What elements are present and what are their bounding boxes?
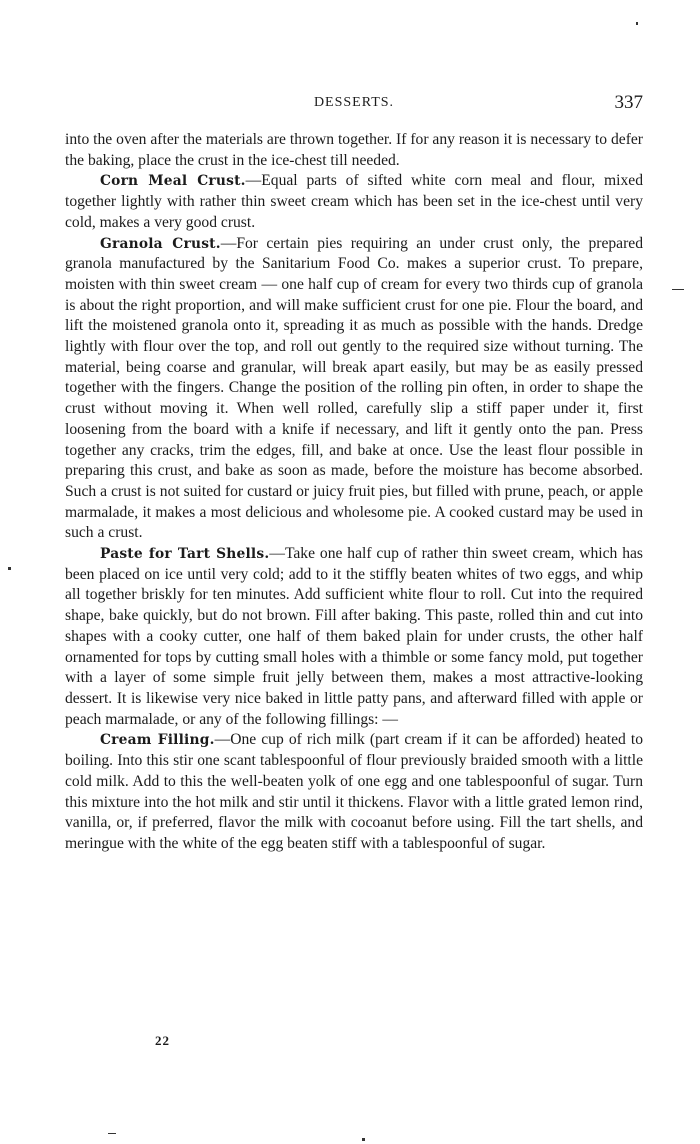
scan-speck — [8, 567, 11, 570]
run-in-heading: Granola Crust. — [100, 235, 221, 252]
page-number: 337 — [614, 92, 643, 113]
scan-speck — [672, 289, 684, 290]
paragraph-text: —Equal parts of sifted white corn meal and flour, mixed together lightly with rather thin sweet cream which has been set in the ice-chest until very cold, makes a very good crust. — [65, 172, 644, 231]
paragraph-text: —For certain pies requiring an under crust only, the prepared granola manufactured by the Sanitarium Food Co. makes a superior crust. To prepare, moisten with thin sweet cream — one half cup of cream for every two thirds cup of granola is about the right proportion, and will make sufficient crust for one pie. Flour the board, and lift the moistened granola onto it, spreading it as much as possible with the hands. Dredge lightly with flour over the top, and roll out gently to the required size without turning. The material, being coarse and granular, will break apart easily, but may be as easily pressed together with the fingers. Change the position of the rolling pin often, in order to shape the crust without moving it. When well rolled, carefully slip a stiff paper under it, first loosening from the board with a knife if necessary, and lift it gently onto the pan. Press together any cracks, trim the edges, fill, and bake at once. Use the least flour possible in preparing this crust, and bake as soon as made, before the moisture has become absorbed. Such a crust is not suited for custard or juicy fruit pies, but filled with prune, peach, or apple marmalade, it makes a most delicious and wholesome pie. A cooked custard may be used in such a crust. — [65, 234, 643, 542]
paragraph-continuation — [65, 130, 643, 171]
body-text — [65, 130, 643, 855]
run-in-heading: Cream Filling. — [100, 732, 215, 749]
page-header — [65, 92, 643, 122]
run-in-heading: Paste for Tart Shells. — [100, 546, 270, 563]
paragraph-cream-filling — [65, 730, 643, 854]
running-title: DESSERTS. — [313, 95, 395, 110]
scan-speck — [362, 1138, 365, 1141]
scan-speck — [108, 1133, 116, 1134]
paragraph-tart-shells — [65, 544, 643, 730]
paragraph-text: —Take one half cup of rather thin sweet cream, which has been placed on ice until very cold; add to it the stiffly beaten whites of two eggs, and whip all together briskly for ten minutes. Add sufficient white flour to roll. Cut into the required shape, bake quickly, but do not brown. Fill after baking. This paste, rolled thin and cut into shapes with a cooky cutter, one half of them baked plain for under crusts, the other half ornamented for tops by cutting small holes with a thimble or some fancy mold, put together with a layer of some simple fruit jelly between them, makes a most attractive-looking dessert. It is likewise very nice baked in little patty pans, and afterward filled with apple or peach marmalade, or any of the following fillings: — — [65, 545, 644, 728]
run-in-heading: Corn Meal Crust. — [100, 173, 246, 190]
book-page — [65, 92, 643, 855]
paragraph-corn-meal-crust — [65, 171, 643, 233]
paragraph-text: into the oven after the materials are thrown together. If for any reason it is necessary to defer the baking, place the crust in the ice-chest till needed. — [65, 131, 643, 169]
paragraph-text: —One cup of rich milk (part cream if it can be afforded) heated to boiling. Into this stir one scant tablespoonful of flour previously braided smooth with a little cold milk. Add to this the well-beaten yolk of one egg and one tablespoonful of sugar. Turn this mixture into the hot milk and stir until it thickens. Flavor with a little grated lemon rind, vanilla, or, if preferred, flavor the milk with cocoanut before using. Fill the tart shells, and meringue with the white of the egg beaten stiff with a tablespoonful of sugar. — [65, 731, 643, 852]
scan-speck — [636, 22, 638, 25]
signature-mark: 22 — [155, 1033, 170, 1048]
paragraph-granola-crust — [65, 234, 643, 545]
